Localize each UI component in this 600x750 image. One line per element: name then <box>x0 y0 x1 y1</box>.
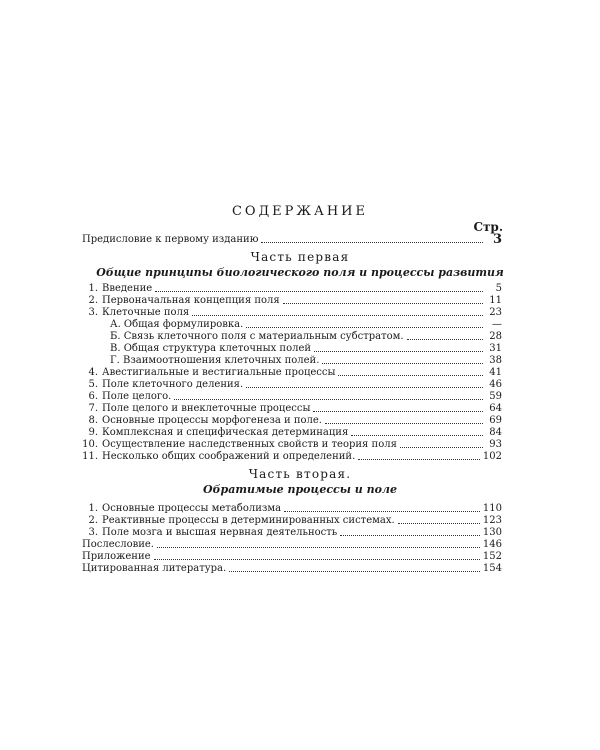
leader-dots <box>407 338 483 340</box>
toc-entry-label: Основные процессы морфогенеза и поле. <box>102 415 322 426</box>
toc-entry-references <box>82 563 502 575</box>
leader-dots <box>358 458 480 460</box>
toc-entry-label: Г. Взаимоотношения клеточных полей. <box>110 355 320 366</box>
toc-entry-number: 7. <box>88 403 98 414</box>
toc-entry <box>82 527 502 539</box>
toc-entry-page: 123 <box>482 515 502 526</box>
toc-entry-label: Послесловие. <box>82 539 154 550</box>
leader-dots <box>313 410 483 412</box>
toc-entry-label: Поле мозга и высшая нервная деятельность <box>102 527 338 538</box>
toc-entry-page: 46 <box>489 379 502 390</box>
toc-entry <box>82 391 502 403</box>
part2-subtitle: Обратимые процессы и поле <box>203 483 397 496</box>
toc-entry-label: Приложение <box>82 551 151 562</box>
toc-entry-number: 2. <box>88 515 98 526</box>
toc-entry-number: 8. <box>88 415 98 426</box>
leader-dots <box>154 558 480 560</box>
toc-entry-page: 59 <box>489 391 502 402</box>
toc-entry-page: — <box>492 319 502 330</box>
toc-entry-number: 10. <box>82 439 98 450</box>
toc-entry-page: 41 <box>489 367 502 378</box>
toc-entry <box>82 379 502 391</box>
toc-entry-label: Несколько общих соображений и определений. <box>102 451 356 462</box>
toc-entry-label: Реактивные процессы в детерминированных системах. <box>102 515 395 526</box>
leader-dots <box>229 570 480 572</box>
toc-entry-label: Введение <box>102 283 153 294</box>
part1-subtitle: Общие принципы биологического поля и процессы развития <box>96 266 504 279</box>
toc-entry-page: 84 <box>489 427 502 438</box>
leader-dots <box>338 374 483 376</box>
leader-dots <box>192 314 483 316</box>
toc-entry-number: 3. <box>88 307 98 318</box>
toc-entry-label: Основные процессы метаболизма <box>102 503 282 514</box>
toc-entry-label: Поле клеточного деления. <box>102 379 244 390</box>
toc-entry-label: А. Общая формулировка. <box>110 319 244 330</box>
toc-subentry <box>110 355 502 367</box>
leader-dots <box>157 546 480 548</box>
toc-entry-number: 1. <box>88 503 98 514</box>
toc-entry <box>82 307 502 319</box>
toc-entry-label: Б. Связь клеточного поля с материальным субстратом. <box>110 331 404 342</box>
toc-entry-page: 23 <box>489 307 502 318</box>
toc-subentry <box>110 331 502 343</box>
toc-entry-label: В. Общая структура клеточных полей <box>110 343 312 354</box>
toc-entry-label: Осуществление наследственных свойств и теория поля <box>102 439 397 450</box>
page-column-label: Стр. <box>473 220 503 234</box>
leader-dots <box>400 446 483 448</box>
toc-entry-label: Первоначальная концепция поля <box>102 295 280 306</box>
toc-entry-page: 130 <box>482 527 502 538</box>
toc-entry-label: Авестигиальные и вестигиальные процессы <box>102 367 336 378</box>
toc-entry-page: 3 <box>492 232 502 247</box>
toc-entry <box>82 283 502 295</box>
part1-title: Часть первая <box>250 250 350 264</box>
leader-dots <box>283 302 483 304</box>
toc-entry-label: Комплексная и специфическая детерминация <box>102 427 349 438</box>
toc-entry-page: 64 <box>489 403 502 414</box>
toc-entry-label: Клеточные поля <box>102 307 190 318</box>
leader-dots <box>261 241 483 243</box>
toc-subentry <box>110 319 502 331</box>
toc-entry-label: Цитированная литература. <box>82 563 227 574</box>
toc-entry-page: 11 <box>489 295 502 306</box>
toc-entry-page: 102 <box>482 451 502 462</box>
toc-entry <box>82 451 502 463</box>
leader-dots <box>314 350 483 352</box>
leader-dots <box>398 522 480 524</box>
toc-entry-page: 31 <box>489 343 502 354</box>
toc-entry <box>82 403 502 415</box>
toc-entry-label: Поле целого. <box>102 391 172 402</box>
toc-entry-afterword <box>82 539 502 551</box>
toc-entry-page: 152 <box>482 551 502 562</box>
leader-dots <box>325 422 483 424</box>
leader-dots <box>246 386 483 388</box>
toc-entry-number: 3. <box>88 527 98 538</box>
toc-entry <box>82 503 502 515</box>
toc-entry-number: 2. <box>88 295 98 306</box>
toc-entry-page: 154 <box>482 563 502 574</box>
toc-entry-number: 11. <box>82 451 98 462</box>
toc-entry-number: 6. <box>88 391 98 402</box>
toc-entry-number: 4. <box>88 367 98 378</box>
toc-entry-label: Поле целого и внеклеточные процессы <box>102 403 311 414</box>
leader-dots <box>284 510 480 512</box>
toc-entry-page: 28 <box>489 331 502 342</box>
part2-title: Часть вторая. <box>248 467 352 481</box>
leader-dots <box>340 534 480 536</box>
toc-entry <box>82 515 502 527</box>
toc-entry-label: Предисловие к первому изданию <box>82 234 259 245</box>
toc-entry-page: 146 <box>482 539 502 550</box>
toc-entry-number: 9. <box>88 427 98 438</box>
toc-entry-page: 38 <box>489 355 502 366</box>
contents-heading: СОДЕРЖАНИЕ <box>231 204 369 219</box>
toc-entry <box>82 415 502 427</box>
toc-entry <box>82 367 502 379</box>
toc-entry-page: 69 <box>489 415 502 426</box>
toc-entry-number: 5. <box>88 379 98 390</box>
leader-dots <box>322 362 483 364</box>
leader-dots <box>246 326 483 328</box>
leader-dots <box>155 290 483 292</box>
toc-entry-appendix <box>82 551 502 563</box>
toc-entry-page: 5 <box>495 283 502 294</box>
toc-entry <box>82 427 502 439</box>
toc-entry-preface <box>82 234 502 246</box>
toc-entry-page: 110 <box>482 503 502 514</box>
toc-subentry <box>110 343 502 355</box>
leader-dots <box>351 434 483 436</box>
toc-entry-number: 1. <box>88 283 98 294</box>
toc-entry-page: 93 <box>489 439 502 450</box>
toc-entry <box>82 295 502 307</box>
toc-entry <box>82 439 502 451</box>
leader-dots <box>174 398 483 400</box>
